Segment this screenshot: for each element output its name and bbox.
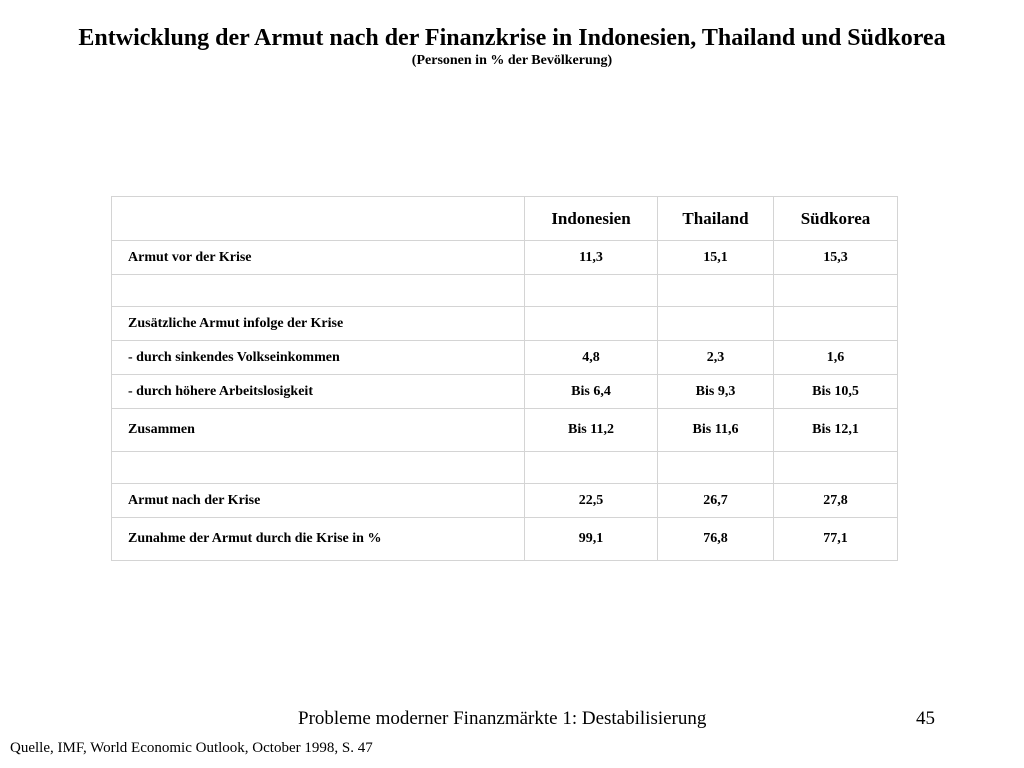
table-cell: 1,6 xyxy=(774,341,898,375)
table-cell: 76,8 xyxy=(658,518,774,561)
row-label xyxy=(112,452,525,484)
table-cell xyxy=(774,452,898,484)
row-label: - durch höhere Arbeitslosigkeit xyxy=(112,375,525,409)
row-label: - durch sinkendes Volkseinkommen xyxy=(112,341,525,375)
footer-title: Probleme moderner Finanzmärkte 1: Destabilisierung xyxy=(298,708,707,729)
table-row xyxy=(112,375,898,409)
table-cell: 4,8 xyxy=(525,341,658,375)
table-cell xyxy=(658,452,774,484)
table-header-cell: Thailand xyxy=(658,197,774,241)
table-row xyxy=(112,307,898,341)
poverty-table xyxy=(111,196,898,561)
table-cell: 99,1 xyxy=(525,518,658,561)
table-row xyxy=(112,341,898,375)
table-cell: 15,3 xyxy=(774,241,898,275)
table-row xyxy=(112,484,898,518)
row-label: Armut nach der Krise xyxy=(112,484,525,518)
table-cell xyxy=(658,275,774,307)
page-subtitle: (Personen in % der Bevölkerung) xyxy=(411,53,613,68)
row-label: Zusammen xyxy=(112,409,525,452)
table-header-cell: Südkorea xyxy=(774,197,898,241)
table-row xyxy=(112,518,898,561)
table-row xyxy=(112,275,898,307)
table-header-cell: Indonesien xyxy=(525,197,658,241)
page-number: 45 xyxy=(916,708,935,729)
table-cell: Bis 10,5 xyxy=(774,375,898,409)
table-row xyxy=(112,409,898,452)
table-cell: 11,3 xyxy=(525,241,658,275)
table-cell: 15,1 xyxy=(658,241,774,275)
table-cell: 77,1 xyxy=(774,518,898,561)
row-label: Zusätzliche Armut infolge der Krise xyxy=(112,307,525,341)
table-cell: 22,5 xyxy=(525,484,658,518)
page-title: Entwicklung der Armut nach der Finanzkrise in Indonesien, Thailand und Südkorea xyxy=(78,25,946,51)
table-row xyxy=(112,452,898,484)
table-cell: 27,8 xyxy=(774,484,898,518)
table-cell xyxy=(774,307,898,341)
table-cell xyxy=(525,275,658,307)
table-header-row xyxy=(112,197,898,241)
table-row xyxy=(112,241,898,275)
row-label: Zunahme der Armut durch die Krise in % xyxy=(112,518,525,561)
table-cell xyxy=(658,307,774,341)
row-label: Armut vor der Krise xyxy=(112,241,525,275)
table-cell xyxy=(525,307,658,341)
row-label xyxy=(112,275,525,307)
table-cell: 26,7 xyxy=(658,484,774,518)
table-cell: Bis 11,2 xyxy=(525,409,658,452)
source-note: Quelle, IMF, World Economic Outlook, October 1998, S. 47 xyxy=(10,740,373,756)
table-cell xyxy=(525,452,658,484)
table-cell xyxy=(774,275,898,307)
table-cell: Bis 11,6 xyxy=(658,409,774,452)
table-cell: Bis 12,1 xyxy=(774,409,898,452)
table-header-cell xyxy=(112,197,525,241)
table-cell: 2,3 xyxy=(658,341,774,375)
table-cell: Bis 9,3 xyxy=(658,375,774,409)
table-cell: Bis 6,4 xyxy=(525,375,658,409)
